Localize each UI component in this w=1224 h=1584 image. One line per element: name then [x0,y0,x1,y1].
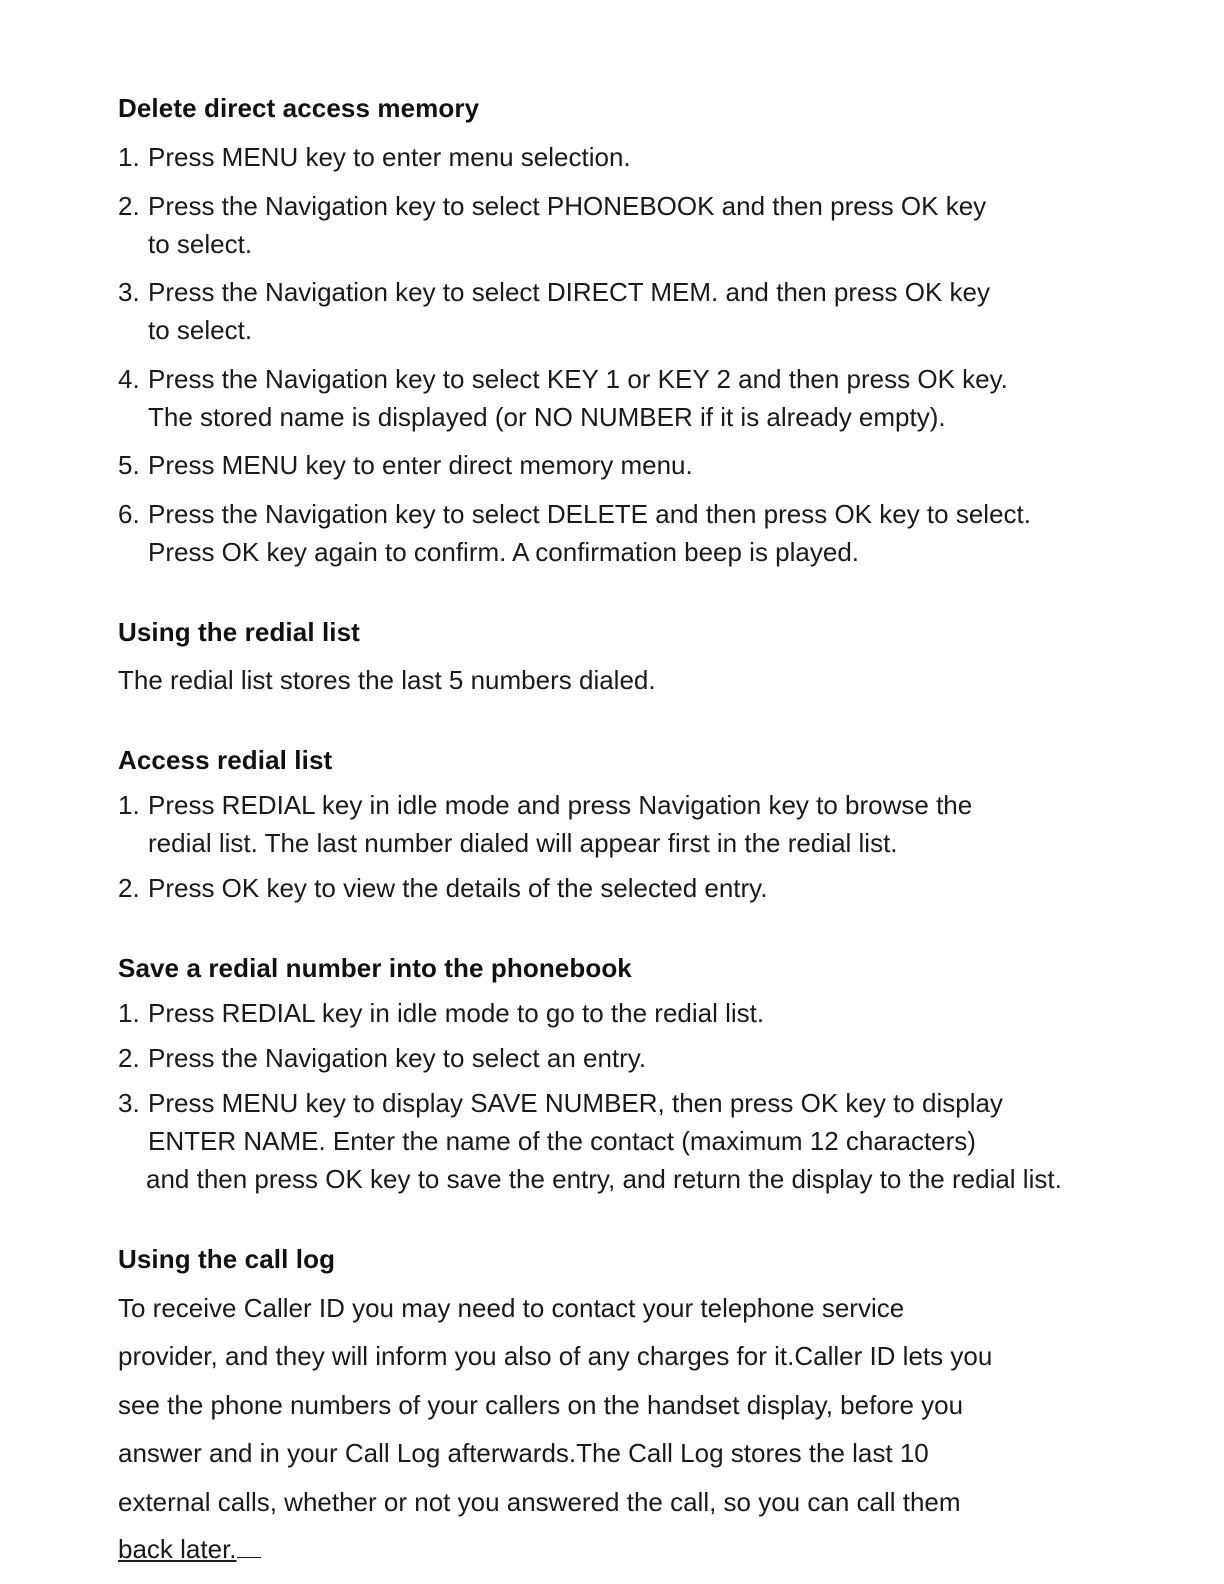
access-step-1 [118,786,972,862]
access-step-2 [118,869,767,907]
step-number: 3. [118,277,140,307]
heading-delete-direct-memory: Delete direct access memory [118,93,480,123]
step-text: Press OK key to view the details of the selected entry. [148,873,768,903]
step-text: Press the Navigation key to select DELETE and then press OK key to select. [148,499,1031,529]
redial-list-description: The redial list stores the last 5 numbers dialed. [118,665,656,695]
step-number: 4. [118,364,140,394]
delete-step-1 [118,138,631,176]
step-number: 6. [118,499,140,529]
save-step-3 [118,1084,1062,1198]
step-text: Press the Navigation key to select an entry. [148,1043,647,1073]
step-number: 2. [118,873,140,903]
step-text-continued: Press OK key again to confirm. A confirmation beep is played. [148,537,860,567]
delete-step-6 [118,495,1031,571]
step-number: 2. [118,191,140,221]
step-text: Press the Navigation key to select DIRECT MEM. and then press OK key [148,277,990,307]
step-text-continued: to select. [148,229,253,259]
save-step-2 [118,1039,646,1077]
save-step-1 [118,994,764,1032]
delete-step-3 [118,273,990,349]
step-number: 3. [118,1088,140,1118]
step-text: Press REDIAL key in idle mode to go to the redial list. [148,998,765,1028]
delete-step-4 [118,360,1008,436]
step-text-continued: to select. [148,315,253,345]
call-log-paragraph-line: provider, and they will inform you also of any charges for it.Caller ID lets you [118,1341,993,1371]
step-text: Press the Navigation key to select KEY 1 or KEY 2 and then press OK key. [148,364,1008,394]
delete-step-2 [118,187,986,263]
heading-using-call-log: Using the call log [118,1244,336,1274]
heading-access-redial-list: Access redial list [118,745,333,775]
call-log-paragraph-line: To receive Caller ID you may need to contact your telephone service [118,1293,905,1323]
step-number: 1. [118,142,140,172]
step-text-continued: ENTER NAME. Enter the name of the contact (maximum 12 characters) [148,1126,976,1156]
call-log-paragraph-line: answer and in your Call Log afterwards.The Call Log stores the last 10 [118,1438,929,1468]
step-text: Press MENU key to enter menu selection. [148,142,631,172]
call-log-paragraph-line: external calls, whether or not you answered the call, so you can call them [118,1487,961,1517]
step-number: 2. [118,1043,140,1073]
call-log-paragraph-last-line [118,1534,261,1564]
step-number: 1. [118,998,140,1028]
step-text-continued: The stored name is displayed (or NO NUMBER if it is already empty). [148,402,946,432]
trailing-underline [237,1535,261,1558]
step-text-continued: redial list. The last number dialed will appear first in the redial list. [148,828,898,858]
step-number: 5. [118,450,140,480]
step-text: Press REDIAL key in idle mode and press Navigation key to browse the [148,790,973,820]
step-text: Press MENU key to display SAVE NUMBER, then press OK key to display [148,1088,1003,1118]
step-text: Press MENU key to enter direct memory menu. [148,450,693,480]
call-log-paragraph-line: see the phone numbers of your callers on the handset display, before you [118,1390,964,1420]
heading-using-redial-list: Using the redial list [118,617,360,647]
delete-step-5 [118,446,693,484]
step-number: 1. [118,790,140,820]
step-text: Press the Navigation key to select PHONEBOOK and then press OK key [148,191,987,221]
call-log-last-text: back later. [118,1534,237,1564]
step-text-continued: and then press OK key to save the entry, and return the display to the redial list. [146,1164,1062,1194]
heading-save-redial-number: Save a redial number into the phonebook [118,953,632,983]
